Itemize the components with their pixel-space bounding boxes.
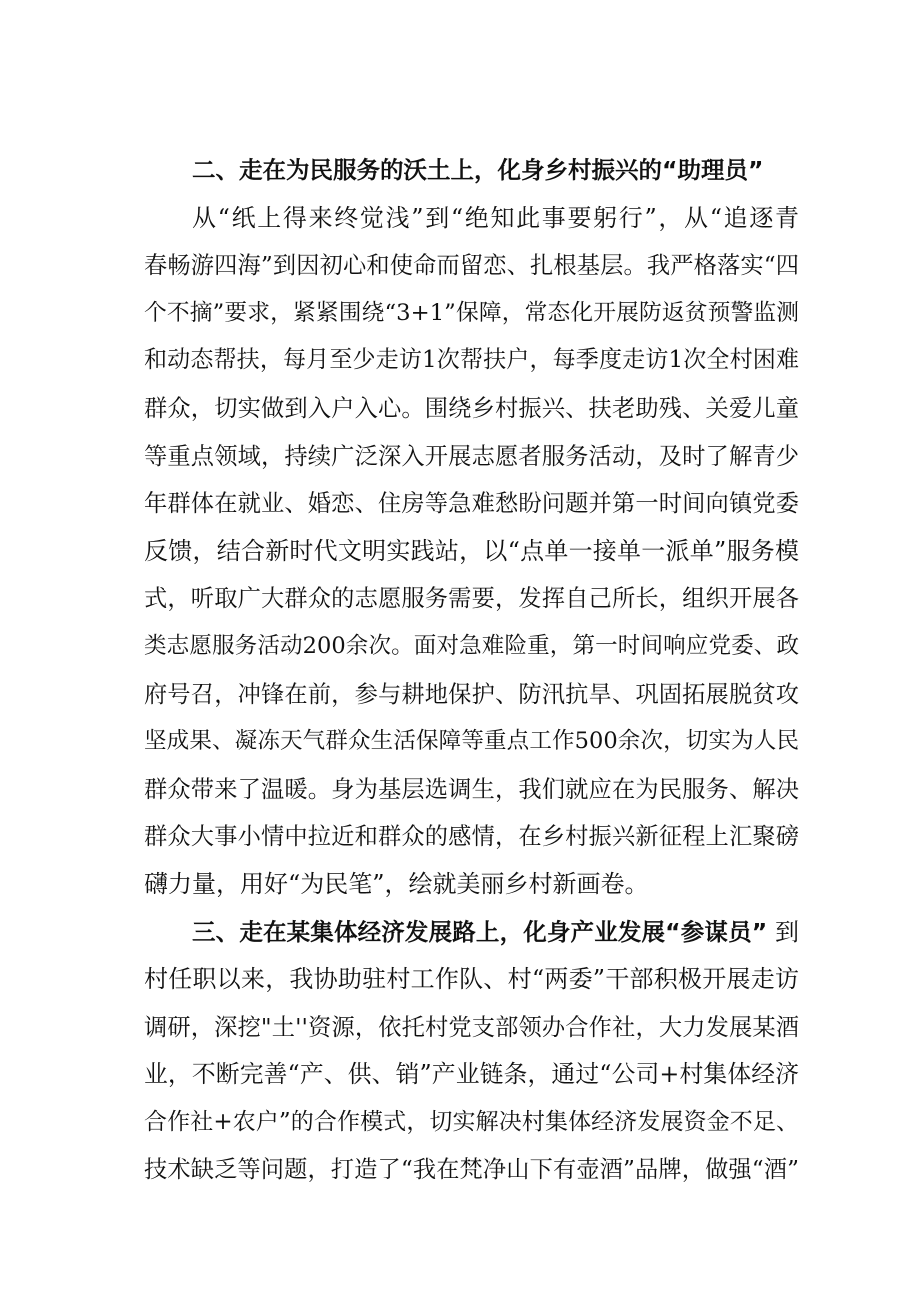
paragraph-line: 群众带来了温暖。身为基层选调生，我们就应在为民服务、解决 bbox=[144, 775, 799, 803]
paragraph-line: 个不摘”要求，紧紧围绕“3+1”保障，常态化开展防返贫预警监测 bbox=[144, 299, 799, 326]
section-heading-line bbox=[144, 909, 799, 957]
paragraph-line: 春畅游四海”到因初心和使命而留恋、扎根基层。我严格落实“四 bbox=[144, 252, 799, 280]
paragraph-line: 坚成果、凝冻天气群众生活保障等重点工作500余次，切实为人民 bbox=[144, 728, 799, 755]
paragraph-line: 业，不断完善“产、供、销”产业链条，通过“公司+村集体经济 bbox=[144, 1060, 799, 1089]
document-body bbox=[144, 147, 799, 1194]
paragraph-line: 村任职以来，我协助驻村工作队、村“两委”干部积极开展走访 bbox=[144, 965, 799, 994]
paragraph-line: 群众，切实做到入户入心。围绕乡村振兴、扶老助残、关爱儿童 bbox=[144, 394, 799, 422]
paragraph-line: 和动态帮扶，每月至少走访1次帮扶户，每季度走访1次全村困难 bbox=[144, 347, 799, 374]
section-heading: 二、走在为民服务的沃土上，化身乡村振兴的“助理员” bbox=[192, 156, 764, 184]
paragraph-line: 类志愿服务活动200余次。面对急难险重，第一时间响应党委、政 bbox=[144, 632, 799, 659]
paragraph-start: 到 bbox=[775, 917, 799, 946]
paragraph-line: 式，听取广大群众的志愿服务需要，发挥自己所长，组织开展各 bbox=[144, 585, 799, 613]
paragraph-line: 礴力量，用好“为民笔”，绘就美丽乡村新画卷。 bbox=[144, 869, 649, 898]
paragraph-line: 群众大事小情中拉近和群众的感情，在乡村振兴新征程上汇聚磅 bbox=[144, 823, 799, 851]
paragraph-line: 府号召，冲锋在前，参与耕地保护、防汛抗旱、巩固拓展脱贫攻 bbox=[144, 680, 799, 708]
paragraph-line: 年群体在就业、婚恋、住房等急难愁盼问题并第一时间向镇党委 bbox=[144, 490, 799, 518]
paragraph-line: 从“纸上得来终觉浅”到“绝知此事要躬行”，从“追逐青 bbox=[192, 203, 799, 232]
section-heading: 三、走在某集体经济发展路上，化身产业发展“参谋员” bbox=[192, 917, 768, 946]
paragraph-line: 合作社+农户”的合作模式，切实解决村集体经济发展资金不足、 bbox=[144, 1108, 799, 1135]
paragraph-line: 等重点领域，持续广泛深入开展志愿者服务活动，及时了解青少 bbox=[144, 442, 799, 470]
paragraph-line: 反馈，结合新时代文明实践站，以“点单一接单一派单”服务模 bbox=[144, 536, 799, 565]
paragraph-line: 技术缺乏等问题，打造了“我在梵净山下有壶酒”品牌，做强“酒” bbox=[144, 1156, 799, 1184]
paragraph-line: 调研，深挖"土''资源，依托村党支部领办合作社，大力发展某酒 bbox=[144, 1013, 799, 1041]
